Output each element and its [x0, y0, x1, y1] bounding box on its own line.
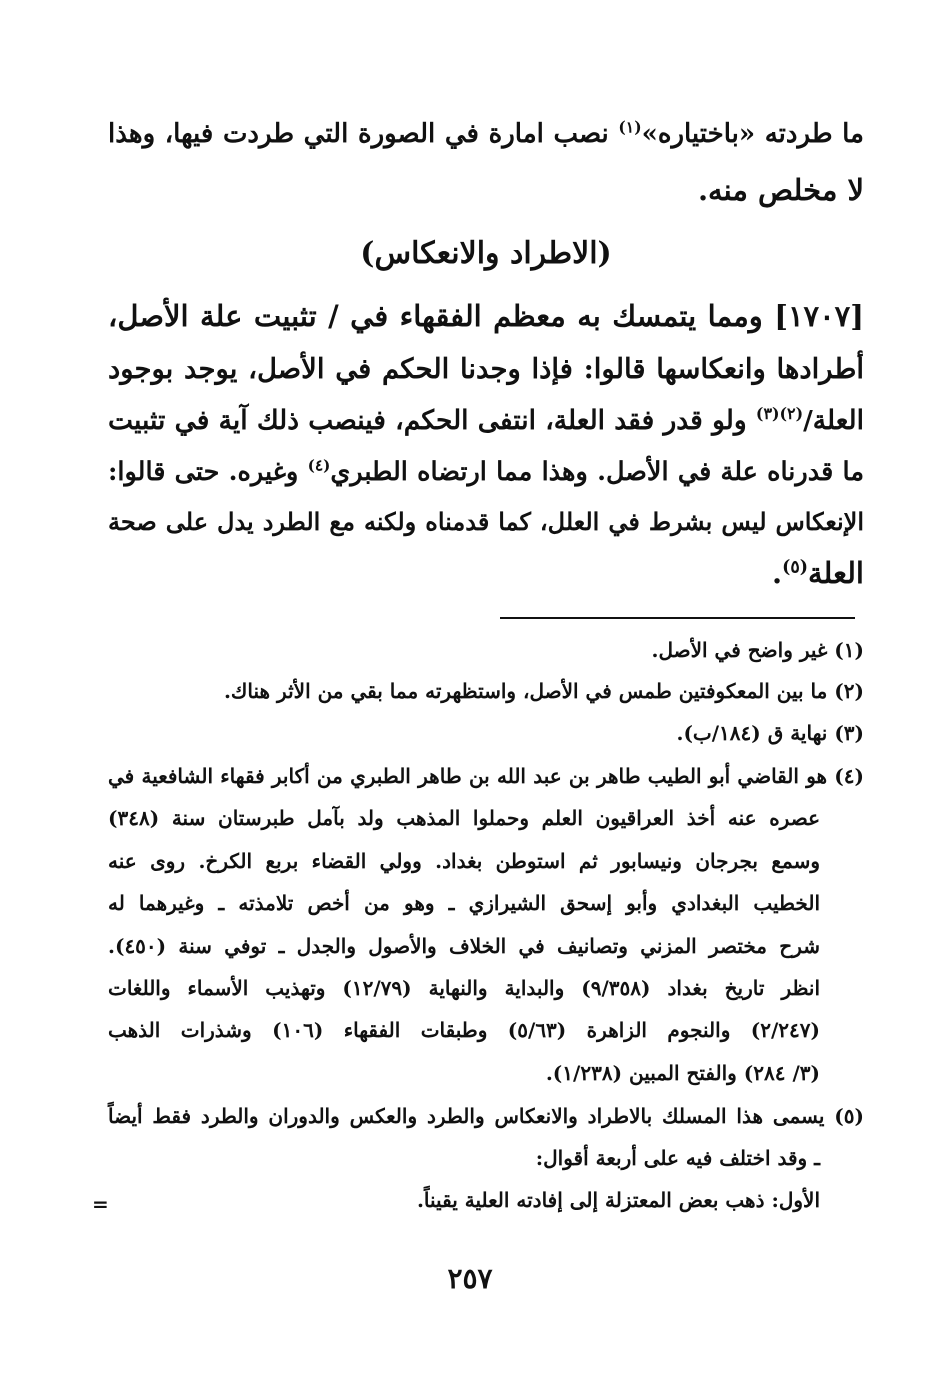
footnote-ref-5: (٥)	[782, 557, 808, 578]
footnote-2: (٢) ما بين المعكوفتين طمس في الأصل، واستظهرته مما بقي من الأثر هناك.	[223, 679, 864, 703]
footnote-1: (١) غير واضح في الأصل.	[651, 638, 864, 662]
footnote-ref-2-3: (٢)(٣)	[755, 404, 804, 424]
footnote-ref-4: (٤)	[307, 456, 331, 475]
body-line-1: [١٧٠٧] ومما يتمسك به معظم الفقهاء في / تثبيت علة الأصل،	[108, 299, 864, 333]
footnote-5-line-2: ـ وقد اختلف فيه على أربعة أقوال:	[535, 1146, 820, 1170]
body-line-6: العلة$^{(٥)}$.	[772, 556, 864, 590]
continuation-mark: =	[92, 1192, 109, 1216]
body-line-3: العلة/$^{(٢)(٣)}$ ولو قدر فقد العلة، انتفى الحكم، فينصب ذلك آية في تثبيت	[108, 404, 864, 436]
section-heading: (الاطراد والانعكاس)	[360, 236, 612, 271]
body-line-5: الإنعكاس ليس بشرط في العلل، كما قدمناه ولكنه مع الطرد يدل على صحة	[108, 507, 864, 536]
top-paragraph-line-1: ما طردته «باختياره»$^{(١)}$ نصب امارة في الصورة التي طردت فيها، وهذا	[108, 117, 864, 149]
body-line-2: أطرادها وانعكاسها قالوا: فإذا وجدنا الحكم في الأصل، يوجد بوجود	[108, 353, 864, 385]
footnote-separator	[500, 617, 855, 619]
footnote-3: (٣) نهاية ق (١٨٤/ب).	[676, 721, 864, 745]
footnote-4-line-1: (٤) هو القاضي أبو الطيب طاهر بن عبد الله بن طاهر الطبري من أكابر فقهاء الشافعية في	[108, 764, 864, 788]
footnote-5-line-3: الأول: ذهب بعض المعتزلة إلى إفادته العلية يقيناً.	[416, 1188, 820, 1212]
top-paragraph-line-2: لا مخلص منه.	[697, 173, 864, 207]
body-line-4: ما قدرناه علة في الأصل. وهذا مما ارتضاه الطبري$^{(٤)}$ وغيره. حتى قالوا:	[108, 456, 864, 487]
footnote-4-line-6: انظر تاريخ بغداد (٩/٣٥٨) والبداية والنهاية (١٢/٧٩) وتهذيب الأسماء واللغات	[108, 976, 821, 1000]
page-number: ٢٥٧	[447, 1262, 493, 1295]
footnote-4-line-4: الخطيب البغدادي وأبو إسحق الشيرازي ـ وهو من أخص تلامذته ـ وغيرهما له	[108, 891, 820, 915]
footnote-5-line-1: (٥) يسمى هذا المسلك بالاطراد والانعكاس والطرد والعكس والدوران والطرد فقط أيضاً	[108, 1104, 864, 1128]
footnote-ref-1: (١)	[618, 117, 642, 137]
footnote-4-line-5: شرح مختصر المزني وتصانيف في الخلاف والأصول والجدل ـ توفي سنة (٤٥٠).	[108, 934, 820, 958]
footnote-4-line-7: (٢/٢٤٧) والنجوم الزاهرة (٥/٦٣) وطبقات الفقهاء (١٠٦) وشذرات الذهب	[108, 1018, 820, 1042]
footnote-4-line-3: وسمع بجرجان ونيسابور ثم استوطن بغداد. وولي القضاء بربع الكرخ. روى عنه	[108, 849, 820, 873]
footnote-4-line-2: عصره عنه أخذ العراقيون العلم وحملوا المذهب ولد بآمل طبرستان سنة (٣٤٨)	[108, 806, 820, 830]
footnote-4-line-8: (٣/ ٢٨٤) والفتح المبين (١/٢٣٨).	[545, 1061, 820, 1085]
